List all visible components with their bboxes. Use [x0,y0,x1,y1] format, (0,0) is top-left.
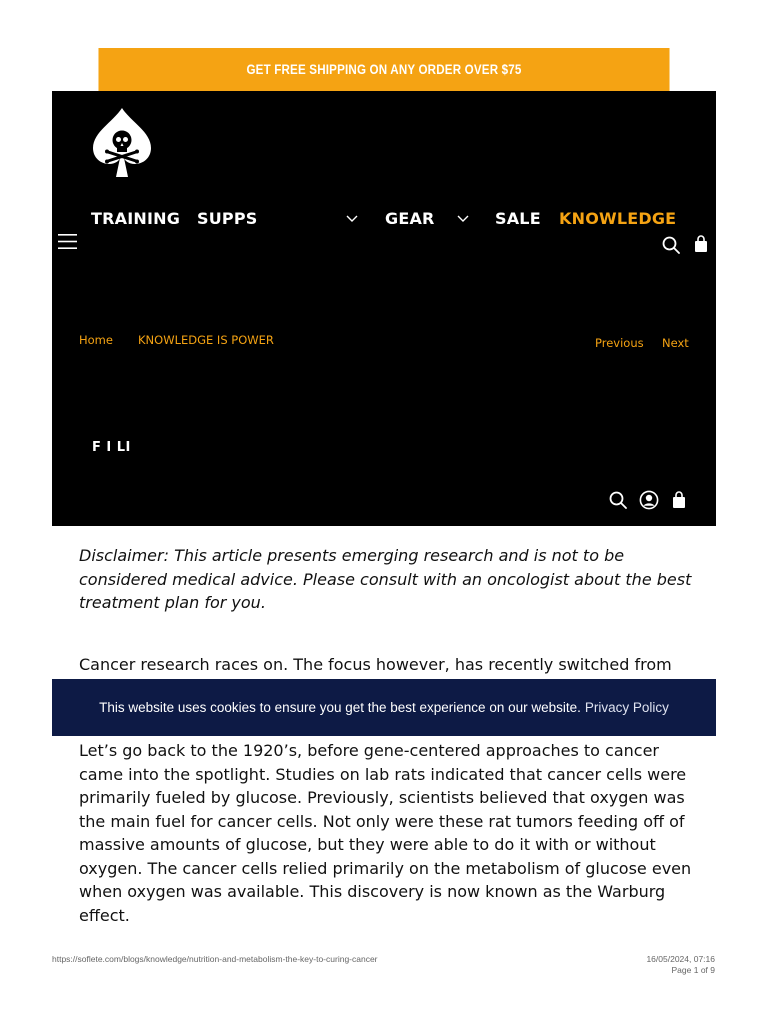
footer-meta [646,954,715,976]
chevron-down-icon[interactable] [457,215,469,223]
hamburger-menu-icon[interactable] [58,234,77,249]
breadcrumb-section[interactable]: KNOWLEDGE IS POWER [138,333,274,347]
search-icon[interactable] [662,236,680,254]
account-icon[interactable] [639,490,659,510]
article-paragraph: Cancer research races on. The focus however, has recently switched from [79,655,672,674]
cookie-message: This website uses cookies to ensure you get the best experience on our website. [99,700,581,715]
next-link[interactable]: Next [662,336,689,350]
spade-skull-crossbones-logo[interactable] [89,106,155,181]
nav-item-gear[interactable]: GEAR [385,209,435,228]
nav-item-training[interactable]: TRAINING [91,209,181,228]
search-icon[interactable] [609,491,627,509]
cookie-banner [52,679,716,736]
nav-item-sale[interactable]: SALE [495,209,541,228]
article-title-fragment: F I LI [92,440,131,455]
shopping-bag-icon[interactable] [694,235,708,253]
promo-banner[interactable] [98,48,669,91]
chevron-down-icon[interactable] [346,215,358,223]
article-disclaimer: Disclaimer: This article presents emerging research and is not to be considered medical advice. Please consult with an oncologist about the best treatment plan for you. [79,546,692,612]
nav-item-supps[interactable]: SUPPS [197,209,258,228]
shopping-bag-icon[interactable] [672,491,686,509]
footer-datetime: 16/05/2024, 07:16 [646,954,715,964]
nav-item-knowledge[interactable]: KNOWLEDGE [559,209,677,228]
breadcrumb-home[interactable]: Home [79,333,113,347]
promo-text: GET FREE SHIPPING ON ANY ORDER OVER $75 [246,62,522,77]
footer-page-number: Page 1 of 9 [671,965,715,975]
footer-url: https://soflete.com/blogs/knowledge/nutrition-and-metabolism-the-key-to-curing-cancer [52,954,378,964]
main-nav [52,209,716,231]
article-paragraph: Let’s go back to the 1920’s, before gene-centered approaches to cancer came into the spotlight. Studies on lab rats indicated that cancer cells were primarily fueled by glucose. Previously, scientists believed that oxygen was the main fuel for cancer cells. Not only were these rat tumors feeding off of massive amounts of glucose, but they were able to do it with or without oxygen. The cancer cells relied primarily on the metabolism of glucose even when oxygen was available. This discovery is now known as the Warburg effect. [79,741,692,925]
site-header [52,91,716,526]
privacy-policy-link[interactable]: Privacy Policy [584,700,669,715]
previous-link[interactable]: Previous [595,336,644,350]
